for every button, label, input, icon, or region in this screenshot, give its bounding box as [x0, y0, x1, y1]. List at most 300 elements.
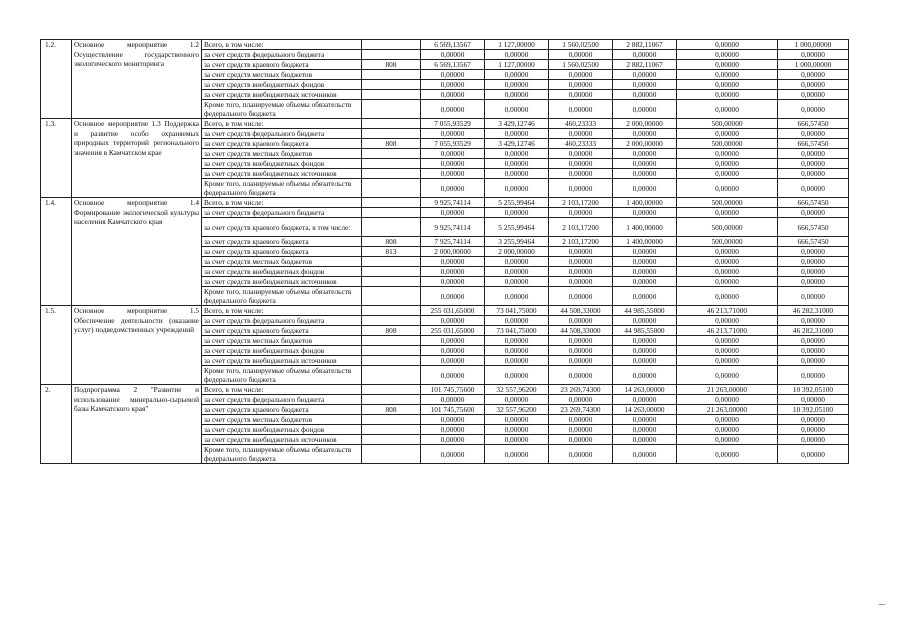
- amount-cell: 0,00000: [485, 356, 549, 366]
- amount-cell: 0,00000: [613, 257, 677, 267]
- amount-cell: 9 925,74114: [421, 218, 485, 237]
- budget-code: [362, 100, 421, 119]
- budget-code: [362, 395, 421, 405]
- amount-cell: 0,00000: [677, 100, 778, 119]
- amount-cell: 2 882,11067: [613, 60, 677, 70]
- amount-cell: 0,00000: [549, 435, 613, 445]
- activity-name: Основное мероприятие 1.3 Поддержка и развитие особо охраняемых природных территорий регионального значения в Камчатском крае: [72, 119, 202, 198]
- budget-code: [362, 346, 421, 356]
- amount-cell: 0,00000: [485, 179, 549, 198]
- amount-cell: 0,00000: [421, 70, 485, 80]
- amount-cell: 500,00000: [677, 139, 778, 149]
- page-mark: [879, 604, 885, 605]
- funding-source: за счет средств федерального бюджета: [202, 316, 362, 326]
- amount-cell: 0,00000: [677, 80, 778, 90]
- amount-cell: 0,00000: [613, 415, 677, 425]
- amount-cell: 1 560,02500: [549, 60, 613, 70]
- amount-cell: 0,00000: [549, 247, 613, 257]
- amount-cell: 5 255,99464: [485, 218, 549, 237]
- funding-source: за счет средств внебюджетных фондов: [202, 346, 362, 356]
- funding-source: за счет средств внебюджетных источников: [202, 435, 362, 445]
- budget-code: [362, 336, 421, 346]
- budget-code: [362, 198, 421, 208]
- amount-cell: 0,00000: [778, 336, 849, 346]
- amount-cell: 0,00000: [613, 356, 677, 366]
- amount-cell: 500,00000: [677, 218, 778, 237]
- budget-code: [362, 129, 421, 139]
- table-row: [41, 40, 849, 50]
- amount-cell: 0,00000: [485, 425, 549, 435]
- amount-cell: 7 055,93529: [421, 139, 485, 149]
- amount-cell: 7 055,93529: [421, 119, 485, 129]
- amount-cell: 0,00000: [485, 415, 549, 425]
- amount-cell: 0,00000: [549, 179, 613, 198]
- amount-cell: 32 557,96200: [485, 385, 549, 395]
- budget-code: [362, 50, 421, 60]
- budget-code: [362, 179, 421, 198]
- budget-code: [362, 159, 421, 169]
- budget-code: 808: [362, 60, 421, 70]
- funding-source: за счет средств внебюджетных источников: [202, 356, 362, 366]
- budget-code: [362, 316, 421, 326]
- amount-cell: 2 103,17200: [549, 237, 613, 247]
- amount-cell: 0,00000: [613, 90, 677, 100]
- amount-cell: 0,00000: [778, 179, 849, 198]
- amount-cell: 0,00000: [677, 395, 778, 405]
- amount-cell: 0,00000: [549, 169, 613, 179]
- funding-source: за счет средств краевого бюджета: [202, 139, 362, 149]
- amount-cell: 23 269,74300: [549, 405, 613, 415]
- amount-cell: 0,00000: [485, 445, 549, 464]
- amount-cell: 3 255,99464: [485, 237, 549, 247]
- amount-cell: 0,00000: [613, 247, 677, 257]
- table-row: [41, 198, 849, 208]
- amount-cell: 666,57450: [778, 218, 849, 237]
- amount-cell: 0,00000: [421, 159, 485, 169]
- amount-cell: 0,00000: [485, 277, 549, 287]
- amount-cell: 0,00000: [677, 267, 778, 277]
- amount-cell: 666,57450: [778, 139, 849, 149]
- amount-cell: 0,00000: [613, 80, 677, 90]
- amount-cell: 0,00000: [485, 267, 549, 277]
- amount-cell: 2 000,00000: [421, 247, 485, 257]
- amount-cell: 0,00000: [677, 336, 778, 346]
- amount-cell: 0,00000: [421, 169, 485, 179]
- activity-name: Подпрограмма 2 "Развитие и использование минерально-сырьевой базы Камчатского края": [72, 385, 202, 464]
- funding-source: за счет средств федерального бюджета: [202, 50, 362, 60]
- amount-cell: 0,00000: [613, 366, 677, 385]
- amount-cell: 0,00000: [677, 50, 778, 60]
- budget-table: [40, 39, 849, 464]
- amount-cell: 6 569,13567: [421, 40, 485, 50]
- amount-cell: 0,00000: [485, 346, 549, 356]
- amount-cell: 0,00000: [549, 129, 613, 139]
- amount-cell: 0,00000: [549, 336, 613, 346]
- amount-cell: 2 000,00000: [613, 139, 677, 149]
- amount-cell: 1 000,00000: [778, 40, 849, 50]
- amount-cell: 0,00000: [485, 129, 549, 139]
- amount-cell: 0,00000: [421, 346, 485, 356]
- amount-cell: 32 557,96200: [485, 405, 549, 415]
- amount-cell: 0,00000: [549, 149, 613, 159]
- amount-cell: 0,00000: [778, 425, 849, 435]
- amount-cell: 0,00000: [778, 159, 849, 169]
- amount-cell: 73 041,75000: [485, 326, 549, 336]
- funding-source: за счет средств местных бюджетов: [202, 149, 362, 159]
- amount-cell: 0,00000: [549, 356, 613, 366]
- funding-source: Всего, в том числе:: [202, 385, 362, 395]
- amount-cell: 0,00000: [613, 316, 677, 326]
- activity-name: Основное мероприятие 1.2 Осуществление государственного экологического мониторинга: [72, 40, 202, 119]
- amount-cell: 0,00000: [778, 366, 849, 385]
- funding-source: за счет средств краевого бюджета: [202, 326, 362, 336]
- amount-cell: 0,00000: [613, 336, 677, 346]
- amount-cell: 0,00000: [549, 316, 613, 326]
- amount-cell: 46 282,31000: [778, 326, 849, 336]
- funding-source: за счет средств краевого бюджета: [202, 247, 362, 257]
- amount-cell: 0,00000: [778, 346, 849, 356]
- amount-cell: 0,00000: [778, 257, 849, 267]
- amount-cell: 0,00000: [613, 149, 677, 159]
- amount-cell: 0,00000: [421, 336, 485, 346]
- amount-cell: 0,00000: [677, 70, 778, 80]
- budget-code: 808: [362, 237, 421, 247]
- amount-cell: 0,00000: [549, 208, 613, 218]
- funding-source: Всего, в том числе:: [202, 198, 362, 208]
- amount-cell: 101 745,75600: [421, 385, 485, 395]
- amount-cell: 666,57450: [778, 237, 849, 247]
- amount-cell: 0,00000: [421, 267, 485, 277]
- amount-cell: 0,00000: [485, 336, 549, 346]
- amount-cell: 0,00000: [549, 395, 613, 405]
- budget-code: [362, 90, 421, 100]
- amount-cell: 0,00000: [613, 169, 677, 179]
- amount-cell: 0,00000: [778, 50, 849, 60]
- budget-code: [362, 208, 421, 218]
- amount-cell: 0,00000: [485, 257, 549, 267]
- amount-cell: 0,00000: [421, 366, 485, 385]
- amount-cell: 7 925,74114: [421, 237, 485, 247]
- funding-source: за счет средств местных бюджетов: [202, 257, 362, 267]
- amount-cell: 0,00000: [485, 159, 549, 169]
- amount-cell: 14 263,00000: [613, 405, 677, 415]
- amount-cell: 6 569,13567: [421, 60, 485, 70]
- amount-cell: 44 985,55000: [613, 306, 677, 316]
- row-index: 2.: [41, 385, 72, 464]
- amount-cell: 0,00000: [778, 267, 849, 277]
- amount-cell: 500,00000: [677, 237, 778, 247]
- amount-cell: 0,00000: [421, 316, 485, 326]
- budget-code: [362, 287, 421, 306]
- amount-cell: 0,00000: [677, 316, 778, 326]
- amount-cell: 255 031,65000: [421, 306, 485, 316]
- amount-cell: 21 263,00000: [677, 405, 778, 415]
- amount-cell: 0,00000: [421, 435, 485, 445]
- amount-cell: 0,00000: [677, 415, 778, 425]
- amount-cell: 0,00000: [421, 208, 485, 218]
- amount-cell: 21 263,00000: [677, 385, 778, 395]
- amount-cell: 460,23333: [549, 139, 613, 149]
- amount-cell: 0,00000: [421, 287, 485, 306]
- amount-cell: 0,00000: [485, 366, 549, 385]
- budget-code: [362, 356, 421, 366]
- budget-code: [362, 40, 421, 50]
- funding-source: Кроме того, планируемые объемы обязательств федерального бюджета: [202, 366, 362, 385]
- amount-cell: 460,23333: [549, 119, 613, 129]
- amount-cell: 0,00000: [613, 159, 677, 169]
- amount-cell: 0,00000: [677, 179, 778, 198]
- amount-cell: 2 103,17200: [549, 198, 613, 208]
- amount-cell: 500,00000: [677, 198, 778, 208]
- amount-cell: 2 103,17200: [549, 218, 613, 237]
- amount-cell: 0,00000: [421, 50, 485, 60]
- amount-cell: 0,00000: [613, 277, 677, 287]
- amount-cell: 0,00000: [421, 395, 485, 405]
- amount-cell: 1 400,00000: [613, 218, 677, 237]
- amount-cell: 0,00000: [778, 70, 849, 80]
- amount-cell: 46 213,71000: [677, 326, 778, 336]
- amount-cell: 0,00000: [613, 179, 677, 198]
- funding-source: за счет средств краевого бюджета: [202, 237, 362, 247]
- funding-source: за счет средств краевого бюджета, в том числе:: [202, 218, 362, 237]
- amount-cell: 0,00000: [485, 169, 549, 179]
- amount-cell: 0,00000: [677, 149, 778, 159]
- amount-cell: 1 560,02500: [549, 40, 613, 50]
- amount-cell: 0,00000: [613, 395, 677, 405]
- funding-source: за счет средств внебюджетных источников: [202, 277, 362, 287]
- amount-cell: 1 000,00000: [778, 60, 849, 70]
- funding-source: за счет средств внебюджетных фондов: [202, 267, 362, 277]
- amount-cell: 3 429,12746: [485, 139, 549, 149]
- budget-code: [362, 169, 421, 179]
- amount-cell: 0,00000: [613, 435, 677, 445]
- budget-code: [362, 366, 421, 385]
- amount-cell: 10 392,05100: [778, 405, 849, 415]
- budget-code: [362, 425, 421, 435]
- amount-cell: 0,00000: [613, 70, 677, 80]
- amount-cell: 0,00000: [549, 415, 613, 425]
- budget-code: 808: [362, 139, 421, 149]
- budget-code: [362, 70, 421, 80]
- amount-cell: 0,00000: [485, 50, 549, 60]
- row-index: 1.4.: [41, 198, 72, 306]
- amount-cell: 0,00000: [778, 100, 849, 119]
- amount-cell: 0,00000: [778, 149, 849, 159]
- amount-cell: 0,00000: [613, 287, 677, 306]
- amount-cell: 0,00000: [549, 366, 613, 385]
- amount-cell: 0,00000: [677, 277, 778, 287]
- budget-code: 808: [362, 405, 421, 415]
- amount-cell: 0,00000: [485, 395, 549, 405]
- amount-cell: 0,00000: [421, 129, 485, 139]
- amount-cell: 0,00000: [549, 425, 613, 435]
- budget-code: [362, 80, 421, 90]
- amount-cell: 0,00000: [677, 247, 778, 257]
- amount-cell: 46 213,71000: [677, 306, 778, 316]
- budget-code: [362, 257, 421, 267]
- amount-cell: 0,00000: [421, 257, 485, 267]
- amount-cell: 0,00000: [549, 90, 613, 100]
- amount-cell: 0,00000: [613, 445, 677, 464]
- amount-cell: 0,00000: [778, 356, 849, 366]
- budget-code: 808: [362, 326, 421, 336]
- amount-cell: 2 000,00000: [613, 119, 677, 129]
- amount-cell: 0,00000: [778, 435, 849, 445]
- amount-cell: 0,00000: [421, 80, 485, 90]
- funding-source: за счет средств местных бюджетов: [202, 415, 362, 425]
- funding-source: за счет средств федерального бюджета: [202, 129, 362, 139]
- amount-cell: 0,00000: [549, 346, 613, 356]
- budget-code: [362, 306, 421, 316]
- amount-cell: 0,00000: [778, 129, 849, 139]
- funding-source: Всего, в том числе:: [202, 40, 362, 50]
- amount-cell: 0,00000: [778, 395, 849, 405]
- amount-cell: 0,00000: [549, 257, 613, 267]
- amount-cell: 0,00000: [677, 425, 778, 435]
- amount-cell: 0,00000: [778, 415, 849, 425]
- budget-code: [362, 218, 421, 237]
- budget-code: [362, 277, 421, 287]
- amount-cell: 0,00000: [613, 129, 677, 139]
- amount-cell: 0,00000: [613, 208, 677, 218]
- amount-cell: 0,00000: [613, 267, 677, 277]
- amount-cell: 0,00000: [677, 208, 778, 218]
- amount-cell: 0,00000: [549, 267, 613, 277]
- amount-cell: 0,00000: [613, 346, 677, 356]
- amount-cell: 0,00000: [549, 445, 613, 464]
- budget-code: [362, 267, 421, 277]
- funding-source: Всего, в том числе:: [202, 306, 362, 316]
- row-index: 1.3.: [41, 119, 72, 198]
- amount-cell: 0,00000: [778, 208, 849, 218]
- amount-cell: 0,00000: [613, 100, 677, 119]
- amount-cell: 0,00000: [549, 287, 613, 306]
- amount-cell: 0,00000: [421, 445, 485, 464]
- amount-cell: 0,00000: [677, 169, 778, 179]
- budget-code: 813: [362, 247, 421, 257]
- amount-cell: 0,00000: [613, 425, 677, 435]
- funding-source: за счет средств федерального бюджета: [202, 208, 362, 218]
- funding-source: Кроме того, планируемые объемы обязательств федерального бюджета: [202, 100, 362, 119]
- funding-source: за счет средств внебюджетных источников: [202, 169, 362, 179]
- amount-cell: 0,00000: [549, 159, 613, 169]
- amount-cell: 0,00000: [778, 80, 849, 90]
- amount-cell: 0,00000: [677, 346, 778, 356]
- amount-cell: 44 508,33000: [549, 326, 613, 336]
- funding-source: за счет средств краевого бюджета: [202, 60, 362, 70]
- amount-cell: 0,00000: [485, 70, 549, 80]
- amount-cell: 0,00000: [677, 129, 778, 139]
- amount-cell: 44 985,55000: [613, 326, 677, 336]
- amount-cell: 0,00000: [677, 287, 778, 306]
- row-index: 1.5.: [41, 306, 72, 385]
- amount-cell: 2 882,11067: [613, 40, 677, 50]
- amount-cell: 0,00000: [677, 40, 778, 50]
- funding-source: за счет средств краевого бюджета: [202, 405, 362, 415]
- amount-cell: 0,00000: [549, 80, 613, 90]
- amount-cell: 0,00000: [421, 100, 485, 119]
- amount-cell: 666,57450: [778, 119, 849, 129]
- amount-cell: 0,00000: [677, 356, 778, 366]
- table-row: [41, 306, 849, 316]
- amount-cell: 1 400,00000: [613, 237, 677, 247]
- budget-code: [362, 445, 421, 464]
- funding-source: Кроме того, планируемые объемы обязательств федерального бюджета: [202, 179, 362, 198]
- amount-cell: 10 392,05100: [778, 385, 849, 395]
- amount-cell: 14 263,00000: [613, 385, 677, 395]
- funding-source: за счет средств внебюджетных фондов: [202, 80, 362, 90]
- budget-code: [362, 119, 421, 129]
- amount-cell: 0,00000: [549, 70, 613, 80]
- amount-cell: 0,00000: [485, 90, 549, 100]
- table-row: [41, 119, 849, 129]
- amount-cell: 0,00000: [421, 90, 485, 100]
- budget-code: [362, 385, 421, 395]
- amount-cell: 0,00000: [485, 208, 549, 218]
- amount-cell: 0,00000: [485, 149, 549, 159]
- row-index: 1.2.: [41, 40, 72, 119]
- amount-cell: 23 269,74300: [549, 385, 613, 395]
- amount-cell: 0,00000: [677, 159, 778, 169]
- amount-cell: 0,00000: [677, 445, 778, 464]
- amount-cell: 666,57450: [778, 198, 849, 208]
- funding-source: за счет средств федерального бюджета: [202, 395, 362, 405]
- amount-cell: 0,00000: [677, 366, 778, 385]
- amount-cell: 1 127,00000: [485, 60, 549, 70]
- amount-cell: 0,00000: [421, 277, 485, 287]
- amount-cell: 255 031,65000: [421, 326, 485, 336]
- budget-code: [362, 415, 421, 425]
- amount-cell: 44 508,33000: [549, 306, 613, 316]
- amount-cell: 0,00000: [485, 287, 549, 306]
- amount-cell: 73 041,75000: [485, 306, 549, 316]
- amount-cell: 46 282,31000: [778, 306, 849, 316]
- amount-cell: 0,00000: [421, 179, 485, 198]
- amount-cell: 9 925,74114: [421, 198, 485, 208]
- amount-cell: 1 127,00000: [485, 40, 549, 50]
- amount-cell: 0,00000: [677, 435, 778, 445]
- amount-cell: 0,00000: [778, 247, 849, 257]
- funding-source: Всего, в том числе:: [202, 119, 362, 129]
- amount-cell: 0,00000: [549, 277, 613, 287]
- amount-cell: 3 429,12746: [485, 119, 549, 129]
- amount-cell: 0,00000: [485, 316, 549, 326]
- funding-source: Кроме того, планируемые объемы обязательств федерального бюджета: [202, 445, 362, 464]
- amount-cell: 2 000,00000: [485, 247, 549, 257]
- amount-cell: 0,00000: [778, 277, 849, 287]
- amount-cell: 0,00000: [677, 60, 778, 70]
- activity-name: Основное мероприятие 1.5 Обеспечение деятельности (оказание услуг) подведомственных учреждений: [72, 306, 202, 385]
- funding-source: за счет средств внебюджетных фондов: [202, 159, 362, 169]
- funding-source: за счет средств внебюджетных источников: [202, 90, 362, 100]
- amount-cell: 0,00000: [677, 257, 778, 267]
- amount-cell: 0,00000: [549, 50, 613, 60]
- amount-cell: 5 255,99464: [485, 198, 549, 208]
- amount-cell: 0,00000: [421, 356, 485, 366]
- budget-code: [362, 149, 421, 159]
- amount-cell: 0,00000: [485, 80, 549, 90]
- amount-cell: 0,00000: [421, 415, 485, 425]
- amount-cell: 0,00000: [485, 435, 549, 445]
- funding-source: за счет средств местных бюджетов: [202, 70, 362, 80]
- funding-source: за счет средств внебюджетных фондов: [202, 425, 362, 435]
- funding-source: за счет средств местных бюджетов: [202, 336, 362, 346]
- amount-cell: 0,00000: [778, 445, 849, 464]
- amount-cell: 0,00000: [421, 149, 485, 159]
- amount-cell: 0,00000: [421, 425, 485, 435]
- amount-cell: 0,00000: [778, 169, 849, 179]
- amount-cell: 101 745,75600: [421, 405, 485, 415]
